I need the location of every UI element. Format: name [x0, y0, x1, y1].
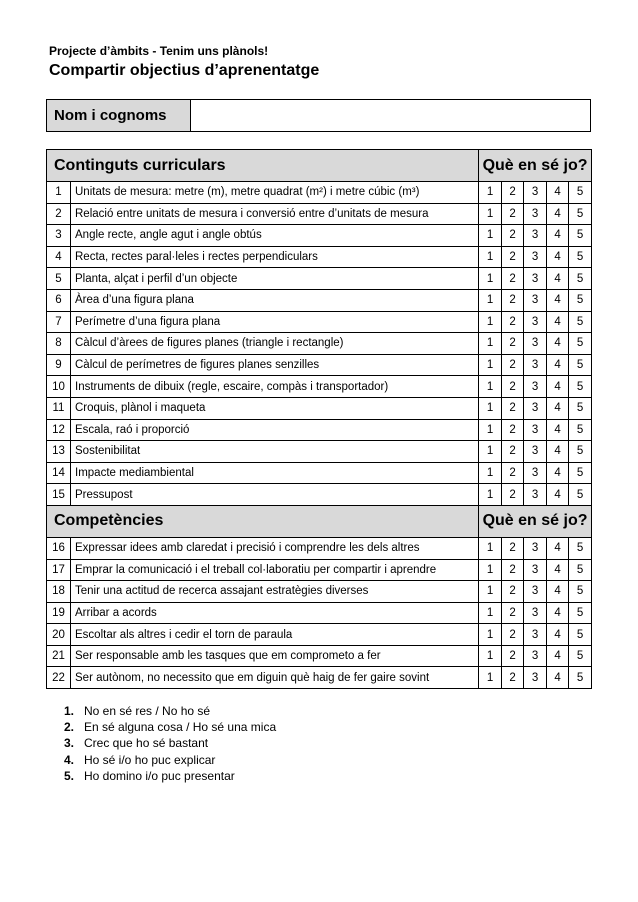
rating-option-1[interactable]: 1 — [479, 537, 502, 559]
row-number: 18 — [47, 581, 71, 603]
rating-option-1[interactable]: 1 — [479, 667, 502, 689]
rating-option-5[interactable]: 5 — [569, 537, 592, 559]
table-row — [47, 354, 592, 376]
row-objective: Croquis, plànol i maqueta — [71, 397, 479, 419]
legend-number: 5. — [64, 768, 75, 783]
legend-item — [64, 703, 276, 719]
row-number: 21 — [47, 645, 71, 667]
row-objective: Tenir una actitud de recerca assajant estratègies diverses — [71, 581, 479, 603]
rating-option-3[interactable]: 3 — [524, 624, 547, 646]
row-number: 10 — [47, 376, 71, 398]
rating-option-1[interactable]: 1 — [479, 397, 502, 419]
page-title: Compartir objectius d’aprenentatge — [49, 62, 320, 79]
rating-option-2[interactable]: 2 — [502, 225, 524, 247]
rating-option-2[interactable]: 2 — [502, 462, 524, 484]
legend-number: 4. — [64, 752, 75, 767]
legend-text: En sé alguna cosa / Ho sé una mica — [84, 720, 277, 735]
row-number: 9 — [47, 354, 71, 376]
row-number: 1 — [47, 182, 71, 204]
name-field-value[interactable] — [191, 100, 590, 131]
row-objective: Angle recte, angle agut i angle obtús — [71, 225, 479, 247]
rating-option-5[interactable]: 5 — [569, 268, 592, 290]
rating-option-2[interactable]: 2 — [502, 182, 524, 204]
legend-item — [64, 768, 276, 784]
rating-option-1[interactable]: 1 — [479, 419, 502, 441]
legend-number: 2. — [64, 720, 75, 735]
section-title: Continguts curriculars — [47, 150, 479, 182]
table-row — [47, 376, 592, 398]
table-row — [47, 484, 592, 506]
section-question: Què en sé jo? — [479, 505, 592, 537]
table-row — [47, 624, 592, 646]
table-row — [47, 397, 592, 419]
rating-option-4[interactable]: 4 — [547, 246, 569, 268]
legend-text: Ho sé i/o ho puc explicar — [84, 752, 216, 767]
rating-option-5[interactable]: 5 — [569, 289, 592, 311]
row-objective: Recta, rectes paral·leles i rectes perpendiculars — [71, 246, 479, 268]
rating-option-5[interactable]: 5 — [569, 333, 592, 355]
row-number: 20 — [47, 624, 71, 646]
row-number: 7 — [47, 311, 71, 333]
table-row — [47, 441, 592, 463]
row-number: 11 — [47, 397, 71, 419]
rating-option-1[interactable]: 1 — [479, 441, 502, 463]
rating-option-2[interactable]: 2 — [502, 268, 524, 290]
row-number: 13 — [47, 441, 71, 463]
rating-option-1[interactable]: 1 — [479, 602, 502, 624]
rating-option-1[interactable]: 1 — [479, 225, 502, 247]
rating-option-2[interactable]: 2 — [502, 311, 524, 333]
rating-option-2[interactable]: 2 — [502, 624, 524, 646]
table-row — [47, 289, 592, 311]
rating-option-1[interactable]: 1 — [479, 354, 502, 376]
row-objective: Sostenibilitat — [71, 441, 479, 463]
rating-option-1[interactable]: 1 — [479, 581, 502, 603]
legend-number: 1. — [64, 704, 75, 718]
rating-option-4[interactable]: 4 — [547, 397, 569, 419]
rating-option-3[interactable]: 3 — [524, 289, 547, 311]
rating-option-1[interactable]: 1 — [479, 484, 502, 506]
rating-option-3[interactable]: 3 — [524, 246, 547, 268]
table-row — [47, 311, 592, 333]
row-number: 17 — [47, 559, 71, 581]
rating-option-1[interactable]: 1 — [479, 311, 502, 333]
legend-text: Crec que ho sé bastant — [84, 736, 209, 751]
rating-option-4[interactable]: 4 — [547, 462, 569, 484]
row-number: 19 — [47, 602, 71, 624]
rating-option-3[interactable]: 3 — [524, 441, 547, 463]
rating-option-1[interactable]: 1 — [479, 333, 502, 355]
rating-option-4[interactable]: 4 — [547, 182, 569, 204]
section-question: Què en sé jo? — [479, 150, 592, 182]
row-objective: Ser responsable amb les tasques que em comprometo a fer — [71, 645, 479, 667]
row-number: 2 — [47, 203, 71, 225]
table-row — [47, 203, 592, 225]
rating-option-4[interactable]: 4 — [547, 559, 569, 581]
row-objective: Ser autònom, no necessito que em diguin què haig de fer gaire sovint — [71, 667, 479, 689]
rating-option-2[interactable]: 2 — [502, 602, 524, 624]
rating-option-5[interactable]: 5 — [569, 182, 592, 204]
table-row — [47, 602, 592, 624]
row-number: 8 — [47, 333, 71, 355]
rating-option-3[interactable]: 3 — [524, 667, 547, 689]
rating-option-5[interactable]: 5 — [569, 419, 592, 441]
rating-option-4[interactable]: 4 — [547, 354, 569, 376]
rating-option-1[interactable]: 1 — [479, 624, 502, 646]
rating-option-4[interactable]: 4 — [547, 376, 569, 398]
rating-option-1[interactable]: 1 — [479, 246, 502, 268]
table-row — [47, 333, 592, 355]
legend-text: No en sé res / No ho sé — [84, 704, 211, 718]
rating-option-4[interactable]: 4 — [547, 289, 569, 311]
rating-option-3[interactable]: 3 — [524, 602, 547, 624]
name-field-label: Nom i cognoms — [47, 100, 191, 131]
rating-option-2[interactable]: 2 — [502, 667, 524, 689]
table-row — [47, 667, 592, 689]
rating-option-5[interactable]: 5 — [569, 624, 592, 646]
rating-option-3[interactable]: 3 — [524, 203, 547, 225]
rating-option-2[interactable]: 2 — [502, 354, 524, 376]
rating-option-3[interactable]: 3 — [524, 354, 547, 376]
rating-option-3[interactable]: 3 — [524, 559, 547, 581]
rating-option-4[interactable]: 4 — [547, 268, 569, 290]
rating-option-2[interactable]: 2 — [502, 441, 524, 463]
objectives-table — [46, 149, 592, 689]
row-number: 22 — [47, 667, 71, 689]
row-objective: Instruments de dibuix (regle, escaire, compàs i transportador) — [71, 376, 479, 398]
row-objective: Càlcul d’àrees de figures planes (triangle i rectangle) — [71, 333, 479, 355]
table-row — [47, 645, 592, 667]
rating-option-4[interactable]: 4 — [547, 441, 569, 463]
rating-option-5[interactable]: 5 — [569, 311, 592, 333]
rating-option-2[interactable]: 2 — [502, 484, 524, 506]
row-objective: Escala, raó i proporció — [71, 419, 479, 441]
rating-option-4[interactable]: 4 — [547, 333, 569, 355]
row-objective: Perímetre d’una figura plana — [71, 311, 479, 333]
rating-option-4[interactable]: 4 — [547, 645, 569, 667]
legend-number: 3. — [64, 736, 75, 751]
legend-text: Ho domino i/o puc presentar — [84, 768, 235, 783]
rating-option-1[interactable]: 1 — [479, 645, 502, 667]
rating-option-4[interactable]: 4 — [547, 203, 569, 225]
rating-option-5[interactable]: 5 — [569, 225, 592, 247]
table-row — [47, 246, 592, 268]
table-row — [47, 462, 592, 484]
row-number: 12 — [47, 419, 71, 441]
rating-option-1[interactable]: 1 — [479, 559, 502, 581]
rating-option-1[interactable]: 1 — [479, 268, 502, 290]
table-row — [47, 581, 592, 603]
rating-option-5[interactable]: 5 — [569, 462, 592, 484]
row-objective: Expressar idees amb claredat i precisió i comprendre les dels altres — [71, 537, 479, 559]
rating-option-3[interactable]: 3 — [524, 419, 547, 441]
rating-option-2[interactable]: 2 — [502, 289, 524, 311]
rating-option-3[interactable]: 3 — [524, 376, 547, 398]
row-objective: Escoltar als altres i cedir el torn de paraula — [71, 624, 479, 646]
rating-option-4[interactable]: 4 — [547, 419, 569, 441]
rating-option-3[interactable]: 3 — [524, 182, 547, 204]
table-row — [47, 182, 592, 204]
section-title: Competències — [47, 505, 479, 537]
name-field — [46, 99, 591, 132]
rating-option-5[interactable]: 5 — [569, 484, 592, 506]
rating-option-4[interactable]: 4 — [547, 311, 569, 333]
row-number: 16 — [47, 537, 71, 559]
rating-option-2[interactable]: 2 — [502, 645, 524, 667]
row-number: 5 — [47, 268, 71, 290]
row-objective: Planta, alçat i perfil d’un objecte — [71, 268, 479, 290]
rating-option-1[interactable]: 1 — [479, 376, 502, 398]
rating-option-1[interactable]: 1 — [479, 462, 502, 484]
row-number: 14 — [47, 462, 71, 484]
row-objective: Arribar a acords — [71, 602, 479, 624]
rating-option-4[interactable]: 4 — [547, 225, 569, 247]
rating-option-1[interactable]: 1 — [479, 182, 502, 204]
rating-option-2[interactable]: 2 — [502, 333, 524, 355]
section-header-row — [47, 150, 592, 182]
rating-option-4[interactable]: 4 — [547, 602, 569, 624]
rating-option-5[interactable]: 5 — [569, 203, 592, 225]
rating-option-5[interactable]: 5 — [569, 581, 592, 603]
rating-option-5[interactable]: 5 — [569, 645, 592, 667]
rating-option-3[interactable]: 3 — [524, 397, 547, 419]
rating-option-2[interactable]: 2 — [502, 203, 524, 225]
table-row — [47, 225, 592, 247]
row-objective: Unitats de mesura: metre (m), metre quadrat (m²) i metre cúbic (m³) — [71, 182, 479, 204]
row-objective: Relació entre unitats de mesura i conversió entre d’unitats de mesura — [71, 203, 479, 225]
rating-option-2[interactable]: 2 — [502, 581, 524, 603]
rating-option-3[interactable]: 3 — [524, 484, 547, 506]
rating-option-2[interactable]: 2 — [502, 537, 524, 559]
rating-option-3[interactable]: 3 — [524, 462, 547, 484]
legend-item — [64, 719, 276, 735]
rating-option-2[interactable]: 2 — [502, 246, 524, 268]
row-objective: Emprar la comunicació i el treball col·laboratiu per compartir i aprendre — [71, 559, 479, 581]
rating-option-3[interactable]: 3 — [524, 581, 547, 603]
rating-option-1[interactable]: 1 — [479, 203, 502, 225]
rating-option-2[interactable]: 2 — [502, 376, 524, 398]
row-number: 3 — [47, 225, 71, 247]
legend-item — [64, 735, 276, 751]
table-row — [47, 268, 592, 290]
section-header-row — [47, 505, 592, 537]
rating-option-3[interactable]: 3 — [524, 537, 547, 559]
rating-option-3[interactable]: 3 — [524, 645, 547, 667]
rating-option-5[interactable]: 5 — [569, 559, 592, 581]
rating-option-5[interactable]: 5 — [569, 667, 592, 689]
rating-option-3[interactable]: 3 — [524, 311, 547, 333]
rating-legend — [64, 703, 276, 784]
rating-option-5[interactable]: 5 — [569, 602, 592, 624]
rating-option-4[interactable]: 4 — [547, 484, 569, 506]
row-objective: Pressupost — [71, 484, 479, 506]
row-number: 15 — [47, 484, 71, 506]
rating-option-5[interactable]: 5 — [569, 397, 592, 419]
rating-option-3[interactable]: 3 — [524, 268, 547, 290]
row-objective: Càlcul de perímetres de figures planes senzilles — [71, 354, 479, 376]
legend-item — [64, 752, 276, 768]
rating-option-4[interactable]: 4 — [547, 581, 569, 603]
table-row — [47, 559, 592, 581]
rating-option-1[interactable]: 1 — [479, 289, 502, 311]
rating-option-5[interactable]: 5 — [569, 376, 592, 398]
rating-option-4[interactable]: 4 — [547, 667, 569, 689]
project-subtitle: Projecte d’àmbits - Tenim uns plànols! — [49, 44, 269, 58]
rating-option-4[interactable]: 4 — [547, 537, 569, 559]
rating-option-3[interactable]: 3 — [524, 225, 547, 247]
rating-option-5[interactable]: 5 — [569, 441, 592, 463]
rating-option-5[interactable]: 5 — [569, 354, 592, 376]
rating-option-2[interactable]: 2 — [502, 419, 524, 441]
row-objective: Àrea d’una figura plana — [71, 289, 479, 311]
row-objective: Impacte mediambiental — [71, 462, 479, 484]
table-row — [47, 419, 592, 441]
rating-option-3[interactable]: 3 — [524, 333, 547, 355]
row-number: 6 — [47, 289, 71, 311]
rating-option-5[interactable]: 5 — [569, 246, 592, 268]
rating-option-4[interactable]: 4 — [547, 624, 569, 646]
rating-option-2[interactable]: 2 — [502, 559, 524, 581]
row-number: 4 — [47, 246, 71, 268]
rating-option-2[interactable]: 2 — [502, 397, 524, 419]
table-row — [47, 537, 592, 559]
